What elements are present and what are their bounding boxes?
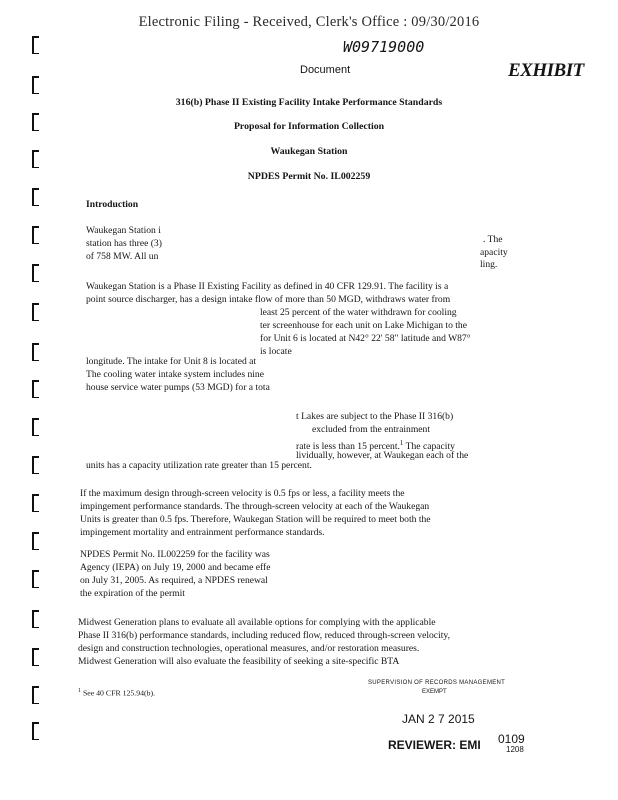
paragraph-5-line: the expiration of the permit (80, 588, 185, 599)
paragraph-4-line: impingement performance standards. The through-screen velocity at each of the Waukegan (80, 501, 430, 512)
paragraph-1-line: apacity (480, 247, 508, 258)
stamp-code-bottom: 1208 (506, 745, 524, 754)
paragraph-3-line: t Lakes are subject to the Phase II 316(b) (296, 411, 454, 422)
section-heading: Introduction (86, 199, 139, 210)
margin-bracket (32, 418, 39, 436)
margin-bracket (32, 188, 39, 206)
paragraph-6-line: Phase II 316(b) performance standards, including reduced flow, reduced through-screen velocity, (78, 630, 450, 641)
paragraph-5-line: NPDES Permit No. IL002259 for the facility was (80, 549, 270, 560)
paragraph-4-line: If the maximum design through-screen velocity is 0.5 fps or less, a facility meets the (80, 488, 405, 499)
paragraph-2-line: least 25 percent of the water withdrawn for cooling (260, 307, 457, 318)
paragraph-5-line: on July 31, 2005. As required, a NPDES renewal (80, 575, 268, 586)
margin-bracket (32, 686, 39, 704)
margin-bracket (32, 610, 39, 628)
paragraph-6-line: Midwest Generation will also evaluate the feasibility of seeking a site-specific BTA (78, 656, 400, 667)
paragraph-1-line: of 758 MW. All un (86, 251, 159, 262)
paragraph-2-line: point source discharger, has a design intake flow of more than 50 MGD, withdraws water from (86, 294, 451, 305)
paragraph-2-line: ter screenhouse for each unit on Lake Michigan to the (260, 320, 467, 331)
margin-bracket (32, 36, 39, 54)
margin-bracket (32, 226, 39, 244)
footnote-reference: 1 (399, 439, 404, 447)
stamp-reviewer: REVIEWER: EMI (388, 738, 481, 752)
margin-bracket (32, 722, 39, 740)
paragraph-6-line: Midwest Generation plans to evaluate all available options for complying with the applicable (78, 617, 436, 628)
exhibit-label: EXHIBIT (508, 60, 584, 81)
paragraph-1-line: station has three (3) (86, 238, 162, 249)
margin-bracket (32, 76, 39, 94)
paragraph-4-line: impingement mortality and entrainment performance standards. (80, 527, 325, 538)
margin-bracket (32, 494, 39, 512)
paragraph-2-line: is locate (260, 346, 292, 357)
records-stamp-line1: SUPERVISION OF RECORDS MANAGEMENT (368, 680, 506, 686)
records-stamp-line2: EXEMPT (422, 689, 447, 695)
margin-bracket (32, 456, 39, 474)
permit-number: NPDES Permit No. IL002259 (247, 171, 371, 182)
margin-bracket (32, 264, 39, 282)
paragraph-1-line: . The (483, 234, 503, 245)
paragraph-1-line: ling. (480, 259, 498, 270)
paragraph-3-text: The capacity (403, 441, 455, 453)
margin-bracket (32, 532, 39, 550)
margin-bracket (32, 648, 39, 666)
paragraph-1-line: Waukegan Station i (86, 225, 161, 236)
paragraph-2-line: Waukegan Station is a Phase II Existing Facility as defined in 40 CFR 129.91. The facility is a (86, 281, 449, 292)
paragraph-3-text: rate is less than 15 percent. (296, 441, 400, 453)
paragraph-2-line: house service water pumps (53 MGD) for a tota (86, 382, 270, 393)
handwritten-code: W09719000 (343, 38, 425, 56)
document-title: 316(b) Phase II Existing Facility Intake Performance Standards (175, 97, 443, 108)
margin-bracket (32, 570, 39, 588)
document-label: Document (300, 64, 351, 76)
stamp-date: JAN 2 7 2015 (402, 712, 475, 726)
footnote-text: See 40 CFR 125.94(b). (82, 688, 156, 698)
paragraph-2-line: for Unit 6 is located at N42° 22' 58" latitude and W87° (260, 333, 471, 344)
paragraph-2-line: The cooling water intake system includes nine (86, 369, 264, 380)
filing-stamp: Electronic Filing - Received, Clerk's Office : 09/30/2016 (138, 14, 480, 30)
paragraph-2-line: longitude. The intake for Unit 8 is located at (86, 356, 257, 367)
stamp-code-top: 0109 (498, 732, 525, 746)
paragraph-3-line: lividually, however, at Waukegan each of the (296, 450, 469, 461)
paragraph-4-line: Units is greater than 0.5 fps. Therefore, Waukegan Station will be required to meet both the (80, 514, 431, 525)
document-subtitle: Proposal for Information Collection (233, 121, 385, 132)
margin-bracket (32, 380, 39, 398)
station-name: Waukegan Station (270, 146, 348, 157)
paragraph-5-line: Agency (IEPA) on July 19, 2000 and became effe (80, 562, 271, 573)
paragraph-3-line: excluded from the entrainment (312, 424, 431, 435)
footnote-marker: 1 (78, 688, 81, 694)
paragraph-3-line: units has a capacity utilization rate greater than 15 percent. (86, 460, 312, 471)
margin-bracket (32, 303, 39, 321)
margin-bracket (32, 343, 39, 361)
footnote (78, 688, 155, 698)
paragraph-6-line: design and construction technologies, operational measures, and/or restoration measures. (78, 643, 420, 654)
